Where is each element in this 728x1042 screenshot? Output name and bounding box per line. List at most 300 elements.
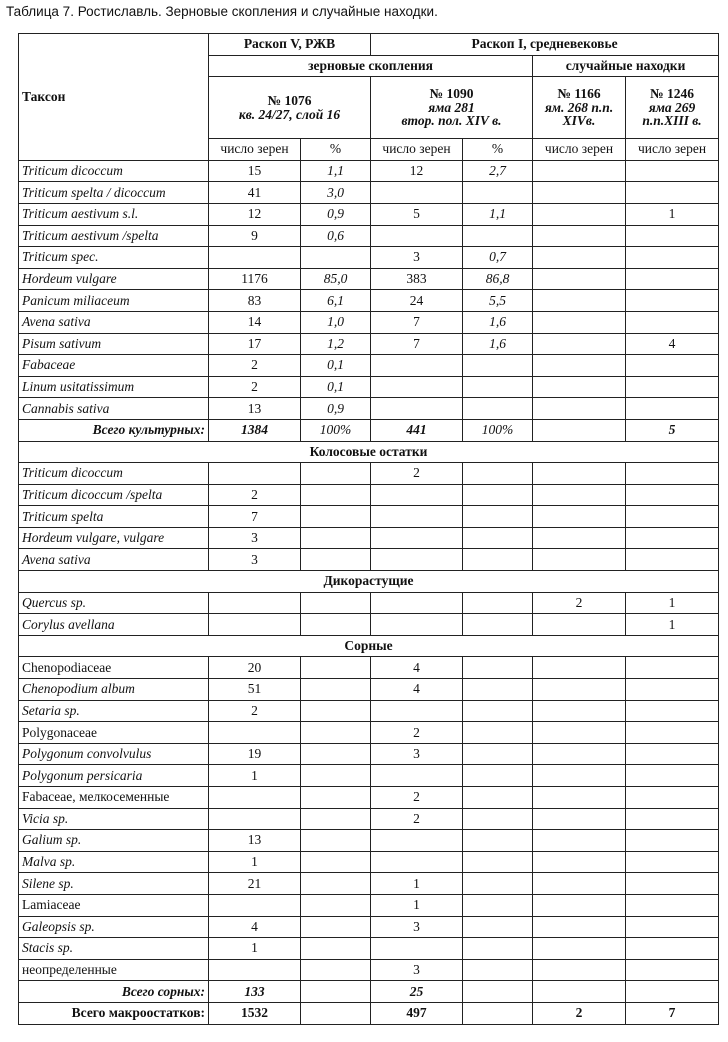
count-1090: 383 bbox=[371, 268, 463, 290]
taxon-name: Fabaceae, мелкосеменные bbox=[19, 787, 209, 809]
total-label: Всего сорных: bbox=[19, 981, 209, 1003]
table-row bbox=[19, 376, 719, 398]
percent-1090: 2,7 bbox=[463, 160, 533, 182]
count-1090 bbox=[371, 355, 463, 377]
percent-1090 bbox=[463, 981, 533, 1003]
sample-1166-number: № 1166 bbox=[557, 86, 601, 102]
count-1166 bbox=[533, 894, 626, 916]
count-1090 bbox=[371, 182, 463, 204]
table-row bbox=[19, 614, 719, 636]
table-row bbox=[19, 225, 719, 247]
percent-1090 bbox=[463, 657, 533, 679]
taxon-name: Stacis sp. bbox=[19, 938, 209, 960]
count-1076: 9 bbox=[209, 225, 301, 247]
total-count-1246: 5 bbox=[626, 419, 719, 441]
grand-total-row bbox=[19, 1002, 719, 1024]
count-1246 bbox=[626, 657, 719, 679]
count-1090: 12 bbox=[371, 160, 463, 182]
percent-1090 bbox=[463, 398, 533, 420]
percent-1076: 6,1 bbox=[301, 290, 371, 312]
data-table bbox=[18, 33, 719, 1025]
table-row bbox=[19, 959, 719, 981]
percent-1076: 1,1 bbox=[301, 160, 371, 182]
percent-1090 bbox=[463, 506, 533, 528]
percent-1090 bbox=[463, 614, 533, 636]
count-1166 bbox=[533, 830, 626, 852]
count-1076: 21 bbox=[209, 873, 301, 895]
count-1090: 2 bbox=[371, 787, 463, 809]
percent-1076 bbox=[301, 722, 371, 744]
count-1090: 24 bbox=[371, 290, 463, 312]
count-1246 bbox=[626, 484, 719, 506]
data-table-container bbox=[18, 33, 719, 1025]
table-caption: Таблица 7. Ростиславль. Зерновые скопления и случайные находки. bbox=[6, 4, 438, 19]
percent-1076: 0,9 bbox=[301, 398, 371, 420]
count-1166 bbox=[533, 203, 626, 225]
taxon-name: Hordeum vulgare, vulgare bbox=[19, 527, 209, 549]
count-1166 bbox=[533, 981, 626, 1003]
count-1076 bbox=[209, 959, 301, 981]
count-1076 bbox=[209, 592, 301, 614]
count-1090 bbox=[371, 938, 463, 960]
table-row bbox=[19, 916, 719, 938]
count-1090 bbox=[371, 614, 463, 636]
subheader-percent: % bbox=[301, 139, 371, 161]
percent-1090 bbox=[463, 851, 533, 873]
count-1076: 4 bbox=[209, 916, 301, 938]
percent-1090: 1,6 bbox=[463, 333, 533, 355]
table-row bbox=[19, 355, 719, 377]
subheader-count: число зерен bbox=[209, 139, 301, 161]
table-row bbox=[19, 722, 719, 744]
percent-1090 bbox=[463, 743, 533, 765]
percent-1090 bbox=[463, 549, 533, 571]
count-1166 bbox=[533, 333, 626, 355]
percent-1076 bbox=[301, 916, 371, 938]
header-sample-1166 bbox=[533, 77, 626, 139]
percent-1090 bbox=[463, 808, 533, 830]
count-1076: 13 bbox=[209, 398, 301, 420]
taxon-name: Polygonum convolvulus bbox=[19, 743, 209, 765]
table-row bbox=[19, 894, 719, 916]
count-1076: 19 bbox=[209, 743, 301, 765]
table-row bbox=[19, 700, 719, 722]
count-1166: 2 bbox=[533, 592, 626, 614]
count-1090 bbox=[371, 506, 463, 528]
count-1076 bbox=[209, 894, 301, 916]
sample-1166-pit: ям. 268 п.п. bbox=[544, 99, 614, 115]
sample-1166-date: XIVв. bbox=[562, 113, 596, 129]
taxon-name: Malva sp. bbox=[19, 851, 209, 873]
count-1166 bbox=[533, 657, 626, 679]
sample-1090-date: втор. пол. XIV в. bbox=[401, 113, 502, 129]
percent-1076 bbox=[301, 657, 371, 679]
count-1166 bbox=[533, 311, 626, 333]
table-row bbox=[19, 830, 719, 852]
percent-1090 bbox=[463, 527, 533, 549]
count-1246 bbox=[626, 182, 719, 204]
count-1090: 4 bbox=[371, 657, 463, 679]
count-1166 bbox=[533, 376, 626, 398]
count-1246 bbox=[626, 916, 719, 938]
count-1246 bbox=[626, 808, 719, 830]
count-1090: 4 bbox=[371, 679, 463, 701]
table-row bbox=[19, 268, 719, 290]
count-1076: 1 bbox=[209, 851, 301, 873]
section-title: Сорные bbox=[19, 635, 719, 657]
count-1166 bbox=[533, 722, 626, 744]
percent-1076: 0,9 bbox=[301, 203, 371, 225]
taxon-name: Polygonaceae bbox=[19, 722, 209, 744]
section-row bbox=[19, 571, 719, 593]
taxon-name: Triticum aestivum /spelta bbox=[19, 225, 209, 247]
count-1246 bbox=[626, 376, 719, 398]
count-1166 bbox=[533, 851, 626, 873]
count-1166 bbox=[533, 527, 626, 549]
count-1076: 3 bbox=[209, 527, 301, 549]
count-1076: 1 bbox=[209, 938, 301, 960]
percent-1090 bbox=[463, 894, 533, 916]
percent-1090 bbox=[463, 376, 533, 398]
count-1076: 2 bbox=[209, 355, 301, 377]
percent-1090 bbox=[463, 463, 533, 485]
count-1246 bbox=[626, 247, 719, 269]
count-1076: 1 bbox=[209, 765, 301, 787]
percent-1076 bbox=[301, 743, 371, 765]
header-random-finds: случайные находки bbox=[533, 55, 719, 77]
count-1246 bbox=[626, 311, 719, 333]
percent-1076 bbox=[301, 484, 371, 506]
table-row bbox=[19, 787, 719, 809]
count-1166 bbox=[533, 808, 626, 830]
count-1090 bbox=[371, 398, 463, 420]
count-1166 bbox=[533, 463, 626, 485]
percent-1076 bbox=[301, 679, 371, 701]
percent-1076 bbox=[301, 787, 371, 809]
taxon-name: Corylus avellana bbox=[19, 614, 209, 636]
taxon-name: Panicum miliaceum bbox=[19, 290, 209, 312]
percent-1090 bbox=[463, 938, 533, 960]
percent-1076 bbox=[301, 851, 371, 873]
count-1076: 2 bbox=[209, 484, 301, 506]
percent-1076 bbox=[301, 981, 371, 1003]
sample-1246-date: п.п.XIII в. bbox=[642, 113, 702, 129]
sample-1076-number: № 1076 bbox=[267, 93, 312, 109]
count-1246 bbox=[626, 938, 719, 960]
percent-1076 bbox=[301, 247, 371, 269]
count-1246 bbox=[626, 851, 719, 873]
table-body bbox=[19, 160, 719, 1024]
count-1166 bbox=[533, 290, 626, 312]
count-1246: 1 bbox=[626, 592, 719, 614]
grand-total-1076: 1532 bbox=[209, 1002, 301, 1024]
header-sample-1090 bbox=[371, 77, 533, 139]
subheader-percent: % bbox=[463, 139, 533, 161]
table-row bbox=[19, 549, 719, 571]
count-1246 bbox=[626, 722, 719, 744]
table-row bbox=[19, 765, 719, 787]
taxon-name: Triticum dicoccum bbox=[19, 160, 209, 182]
total-count-1090: 25 bbox=[371, 981, 463, 1003]
count-1076: 2 bbox=[209, 376, 301, 398]
taxon-name: Fabaceae bbox=[19, 355, 209, 377]
count-1090: 3 bbox=[371, 916, 463, 938]
percent-1076 bbox=[301, 700, 371, 722]
grand-total-label: Всего макроостатков: bbox=[19, 1002, 209, 1024]
count-1166 bbox=[533, 959, 626, 981]
subheader-count: число зерен bbox=[626, 139, 719, 161]
taxon-name: Triticum spelta bbox=[19, 506, 209, 528]
table-row bbox=[19, 657, 719, 679]
table-row bbox=[19, 873, 719, 895]
count-1090: 2 bbox=[371, 722, 463, 744]
subheader-count: число зерен bbox=[533, 139, 626, 161]
count-1246 bbox=[626, 506, 719, 528]
taxon-name: Quercus sp. bbox=[19, 592, 209, 614]
taxon-name: Triticum dicoccum bbox=[19, 463, 209, 485]
percent-1076 bbox=[301, 506, 371, 528]
taxon-name: Polygonum persicaria bbox=[19, 765, 209, 787]
percent-1076 bbox=[301, 894, 371, 916]
count-1076: 2 bbox=[209, 700, 301, 722]
count-1246 bbox=[626, 679, 719, 701]
count-1246 bbox=[626, 700, 719, 722]
table-row bbox=[19, 851, 719, 873]
count-1246: 4 bbox=[626, 333, 719, 355]
count-1090 bbox=[371, 830, 463, 852]
percent-1076: 1,0 bbox=[301, 311, 371, 333]
percent-1090 bbox=[463, 830, 533, 852]
total-count-1090: 441 bbox=[371, 419, 463, 441]
taxon-name: Chenopodiaceae bbox=[19, 657, 209, 679]
table-row bbox=[19, 484, 719, 506]
taxon-name: Triticum spelta / dicoccum bbox=[19, 182, 209, 204]
percent-1076 bbox=[301, 830, 371, 852]
count-1090: 3 bbox=[371, 743, 463, 765]
section-row bbox=[19, 635, 719, 657]
percent-1090 bbox=[463, 182, 533, 204]
sample-1076-location: кв. 24/27, слой 16 bbox=[238, 106, 341, 122]
total-count-1076: 1384 bbox=[209, 419, 301, 441]
count-1166 bbox=[533, 160, 626, 182]
taxon-name: Galium sp. bbox=[19, 830, 209, 852]
count-1076: 12 bbox=[209, 203, 301, 225]
percent-1076 bbox=[301, 808, 371, 830]
count-1246 bbox=[626, 463, 719, 485]
total-count-1166 bbox=[533, 419, 626, 441]
count-1090 bbox=[371, 225, 463, 247]
count-1246 bbox=[626, 765, 719, 787]
taxon-name: Setaria sp. bbox=[19, 700, 209, 722]
count-1076: 13 bbox=[209, 830, 301, 852]
count-1246 bbox=[626, 355, 719, 377]
total-percent-1090: 100% bbox=[463, 419, 533, 441]
sample-1090-number: № 1090 bbox=[429, 86, 474, 102]
header-taxon: Таксон bbox=[19, 34, 209, 161]
count-1076: 15 bbox=[209, 160, 301, 182]
count-1076: 17 bbox=[209, 333, 301, 355]
count-1090 bbox=[371, 527, 463, 549]
count-1090: 3 bbox=[371, 959, 463, 981]
count-1076: 20 bbox=[209, 657, 301, 679]
percent-1076 bbox=[301, 527, 371, 549]
percent-1076: 3,0 bbox=[301, 182, 371, 204]
count-1090 bbox=[371, 484, 463, 506]
table-row bbox=[19, 527, 719, 549]
count-1246 bbox=[626, 981, 719, 1003]
table-row bbox=[19, 182, 719, 204]
count-1076 bbox=[209, 463, 301, 485]
taxon-name: Linum usitatissimum bbox=[19, 376, 209, 398]
count-1090: 7 bbox=[371, 311, 463, 333]
count-1246 bbox=[626, 787, 719, 809]
count-1076: 7 bbox=[209, 506, 301, 528]
count-1166 bbox=[533, 916, 626, 938]
count-1246 bbox=[626, 873, 719, 895]
table-row bbox=[19, 398, 719, 420]
taxon-name: Pisum sativum bbox=[19, 333, 209, 355]
count-1246 bbox=[626, 549, 719, 571]
taxon-name: Galeopsis sp. bbox=[19, 916, 209, 938]
percent-1076 bbox=[301, 938, 371, 960]
count-1090 bbox=[371, 765, 463, 787]
count-1090 bbox=[371, 592, 463, 614]
taxon-name: неопределенные bbox=[19, 959, 209, 981]
count-1246 bbox=[626, 527, 719, 549]
count-1246 bbox=[626, 290, 719, 312]
table-row bbox=[19, 743, 719, 765]
count-1076: 1176 bbox=[209, 268, 301, 290]
count-1166 bbox=[533, 506, 626, 528]
table-row bbox=[19, 938, 719, 960]
count-1090: 1 bbox=[371, 873, 463, 895]
percent-1090 bbox=[463, 765, 533, 787]
count-1076: 14 bbox=[209, 311, 301, 333]
percent-1076: 0,1 bbox=[301, 376, 371, 398]
taxon-name: Vicia sp. bbox=[19, 808, 209, 830]
count-1076: 51 bbox=[209, 679, 301, 701]
count-1090: 1 bbox=[371, 894, 463, 916]
section-title: Колосовые остатки bbox=[19, 441, 719, 463]
count-1246 bbox=[626, 268, 719, 290]
table-row bbox=[19, 808, 719, 830]
table-row bbox=[19, 247, 719, 269]
taxon-name: Chenopodium album bbox=[19, 679, 209, 701]
percent-1090 bbox=[463, 959, 533, 981]
count-1090: 5 bbox=[371, 203, 463, 225]
total-label: Всего культурных: bbox=[19, 419, 209, 441]
count-1166 bbox=[533, 225, 626, 247]
percent-1090: 0,7 bbox=[463, 247, 533, 269]
count-1166 bbox=[533, 765, 626, 787]
grand-total-1166: 2 bbox=[533, 1002, 626, 1024]
taxon-name: Cannabis sativa bbox=[19, 398, 209, 420]
count-1090: 3 bbox=[371, 247, 463, 269]
percent-1090: 1,6 bbox=[463, 311, 533, 333]
percent-1090 bbox=[463, 1002, 533, 1024]
count-1076: 3 bbox=[209, 549, 301, 571]
count-1166 bbox=[533, 787, 626, 809]
table-row bbox=[19, 203, 719, 225]
count-1076: 83 bbox=[209, 290, 301, 312]
count-1166 bbox=[533, 355, 626, 377]
table-row bbox=[19, 506, 719, 528]
taxon-name: Avena sativa bbox=[19, 549, 209, 571]
percent-1090 bbox=[463, 355, 533, 377]
count-1090 bbox=[371, 851, 463, 873]
percent-1076: 85,0 bbox=[301, 268, 371, 290]
taxon-name: Hordeum vulgare bbox=[19, 268, 209, 290]
count-1246 bbox=[626, 894, 719, 916]
percent-1090: 86,8 bbox=[463, 268, 533, 290]
count-1076 bbox=[209, 787, 301, 809]
percent-1090: 5,5 bbox=[463, 290, 533, 312]
section-row bbox=[19, 441, 719, 463]
percent-1090 bbox=[463, 787, 533, 809]
count-1246 bbox=[626, 160, 719, 182]
taxon-name: Triticum aestivum s.l. bbox=[19, 203, 209, 225]
grand-total-1246: 7 bbox=[626, 1002, 719, 1024]
percent-1076 bbox=[301, 549, 371, 571]
header-excavation-5: Раскоп V, РЖВ bbox=[209, 34, 371, 56]
table-row bbox=[19, 311, 719, 333]
count-1090 bbox=[371, 700, 463, 722]
table-row bbox=[19, 679, 719, 701]
percent-1090: 1,1 bbox=[463, 203, 533, 225]
percent-1090 bbox=[463, 679, 533, 701]
percent-1076 bbox=[301, 592, 371, 614]
percent-1076 bbox=[301, 765, 371, 787]
count-1076 bbox=[209, 808, 301, 830]
sample-1090-pit: яма 281 bbox=[428, 99, 475, 115]
header-sample-1076 bbox=[209, 77, 371, 139]
table-row bbox=[19, 592, 719, 614]
percent-1090 bbox=[463, 700, 533, 722]
count-1090: 7 bbox=[371, 333, 463, 355]
percent-1076: 0,1 bbox=[301, 355, 371, 377]
count-1166 bbox=[533, 614, 626, 636]
percent-1090 bbox=[463, 225, 533, 247]
header-excavation-1: Раскоп I, средневековье bbox=[371, 34, 719, 56]
subheader-count: число зерен bbox=[371, 139, 463, 161]
count-1246 bbox=[626, 398, 719, 420]
percent-1090 bbox=[463, 722, 533, 744]
sample-1246-number: № 1246 bbox=[650, 86, 694, 102]
table-row bbox=[19, 333, 719, 355]
total-row bbox=[19, 419, 719, 441]
count-1076: 41 bbox=[209, 182, 301, 204]
header-sample-1246 bbox=[626, 77, 719, 139]
table-row bbox=[19, 463, 719, 485]
percent-1076: 1,2 bbox=[301, 333, 371, 355]
count-1166 bbox=[533, 398, 626, 420]
section-title: Дикорастущие bbox=[19, 571, 719, 593]
count-1246 bbox=[626, 959, 719, 981]
count-1166 bbox=[533, 247, 626, 269]
table-row bbox=[19, 160, 719, 182]
percent-1090 bbox=[463, 916, 533, 938]
count-1166 bbox=[533, 484, 626, 506]
sample-1246-pit: яма 269 bbox=[648, 99, 696, 115]
table-row bbox=[19, 290, 719, 312]
count-1090 bbox=[371, 376, 463, 398]
count-1076 bbox=[209, 722, 301, 744]
total-row bbox=[19, 981, 719, 1003]
count-1246: 1 bbox=[626, 203, 719, 225]
count-1246: 1 bbox=[626, 614, 719, 636]
grand-total-1090: 497 bbox=[371, 1002, 463, 1024]
count-1166 bbox=[533, 700, 626, 722]
